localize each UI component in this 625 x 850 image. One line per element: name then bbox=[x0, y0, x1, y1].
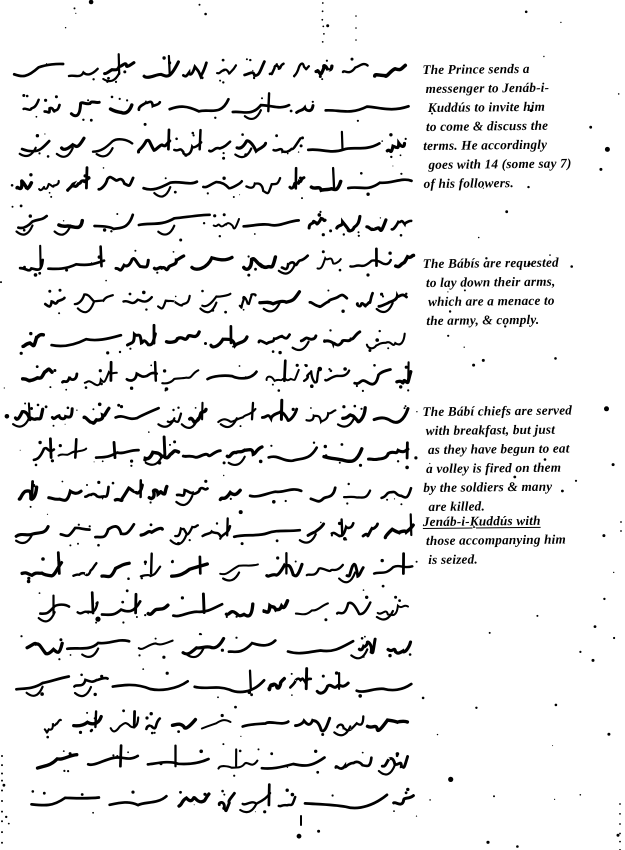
margin-note-line: The Bábís are requested bbox=[422, 254, 559, 272]
margin-note-prince-messenger bbox=[422, 58, 623, 193]
margin-note-line: with breakfast, but just bbox=[425, 421, 556, 439]
margin-note-line: messenger to Jenáb-i- bbox=[425, 79, 550, 97]
margin-note-line: which are a menace to bbox=[428, 292, 555, 309]
margin-note-line: Jenáb-i-Ḳuddús with bbox=[422, 512, 541, 530]
margin-note-line: by the soldiers & many bbox=[423, 478, 553, 496]
margin-note-babis-requested bbox=[423, 252, 624, 330]
margin-note-line: of his followers. bbox=[423, 175, 514, 192]
margin-note-line: those accompanying him bbox=[425, 531, 567, 549]
margin-note-line: The Bábí chiefs are served bbox=[422, 402, 573, 420]
margin-note-kuddus-seized bbox=[423, 510, 624, 569]
margin-note-line: a volley is fired on them bbox=[426, 459, 562, 477]
margin-note-line: to lay down their arms, bbox=[425, 273, 556, 291]
margin-note-line: Ḳuddús to invite him bbox=[427, 98, 546, 115]
margin-note-line: terms. He accordingly bbox=[423, 136, 548, 154]
margin-note-line: to come & discuss the bbox=[425, 117, 549, 135]
margin-note-line: the army, & comply. bbox=[426, 311, 540, 329]
margin-note-breakfast-volley bbox=[422, 400, 623, 516]
margin-note-line: are killed. bbox=[428, 498, 485, 514]
margin-note-line: goes with 14 (some say 7) bbox=[428, 155, 572, 172]
margin-note-line: is seized. bbox=[428, 551, 478, 567]
margin-note-line: as they have begun to eat bbox=[427, 440, 570, 457]
margin-note-line: The Prince sends a bbox=[422, 60, 530, 78]
